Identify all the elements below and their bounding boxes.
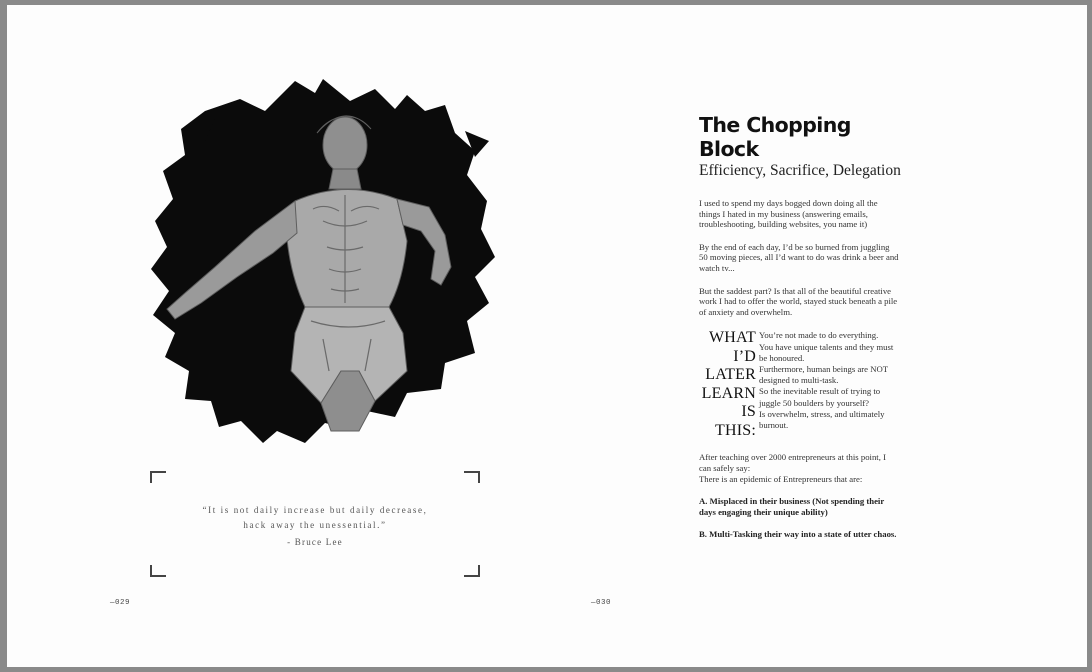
quote-frame	[150, 471, 480, 577]
closing-line-2: There is an epidemic of Entrepreneurs that are:	[699, 473, 863, 484]
point-a: A. Misplaced in their business (Not spending their days engaging their unique ability)	[699, 496, 885, 517]
page-number-right: —030	[591, 599, 612, 607]
point-b: B. Multi-Tasking their way into a state of utter chaos.	[699, 529, 897, 540]
intro-paragraph-1: I used to spend my days bogged down doing all the things I hated in my business (answering emails, troubleshooting, building websites, you name it)	[699, 198, 878, 230]
lesson-heading-word: THIS:	[715, 421, 756, 439]
lesson-line: Is overwhelm, stress, and ultimately burnout.	[759, 408, 885, 430]
lesson-heading-word: LEARN	[701, 384, 756, 402]
document-spread	[7, 5, 1087, 667]
quote-line-1: “It is not daily increase but daily decrease,	[202, 505, 428, 515]
lesson-heading-word: I’D	[733, 347, 756, 365]
intro-paragraph-3: But the saddest part? Is that all of the beautiful creative work I had to offer the world, stayed stuck beneath a pile of anxiety and overwhelm.	[699, 285, 898, 317]
lesson-heading-word: WHAT	[708, 329, 756, 347]
frame-corner-bottom-right	[464, 565, 480, 577]
lesson-line: You’re not made to do everything.	[759, 330, 879, 341]
frame-corner-top-left	[150, 471, 166, 483]
lesson-text	[759, 329, 899, 440]
statue-brush-illustration	[145, 71, 495, 443]
lesson-block	[699, 329, 899, 440]
article-column	[699, 113, 899, 540]
lesson-heading	[699, 329, 759, 440]
lesson-line: Furthermore, human beings are NOT designed to multi-task.	[759, 363, 888, 386]
page-subtitle: Efficiency, Sacrifice, Delegation	[699, 162, 901, 179]
quote-author: - Bruce Lee	[287, 537, 343, 547]
page-number-left: —029	[110, 599, 131, 607]
lesson-heading-word: IS	[741, 403, 756, 421]
quote-line-2: hack away the unessential.”	[243, 520, 387, 530]
lesson-line: So the inevitable result of trying to juggle 50 boulders by yourself?	[759, 386, 881, 408]
frame-corner-top-right	[464, 471, 480, 483]
closing-line-1: After teaching over 2000 entrepreneurs at this point, I can safely say:	[699, 452, 886, 473]
frame-corner-bottom-left	[150, 565, 166, 577]
page-title: The Chopping Block	[699, 113, 851, 161]
intro-paragraph-2: By the end of each day, I’d be so burned from juggling 50 moving pieces, all I’d want to do was drink a beer and watch tv...	[699, 241, 899, 273]
bruce-lee-quote	[150, 503, 480, 550]
lesson-line: You have unique talents and they must be honoured.	[759, 341, 894, 363]
lesson-heading-word: LATER	[705, 366, 756, 384]
